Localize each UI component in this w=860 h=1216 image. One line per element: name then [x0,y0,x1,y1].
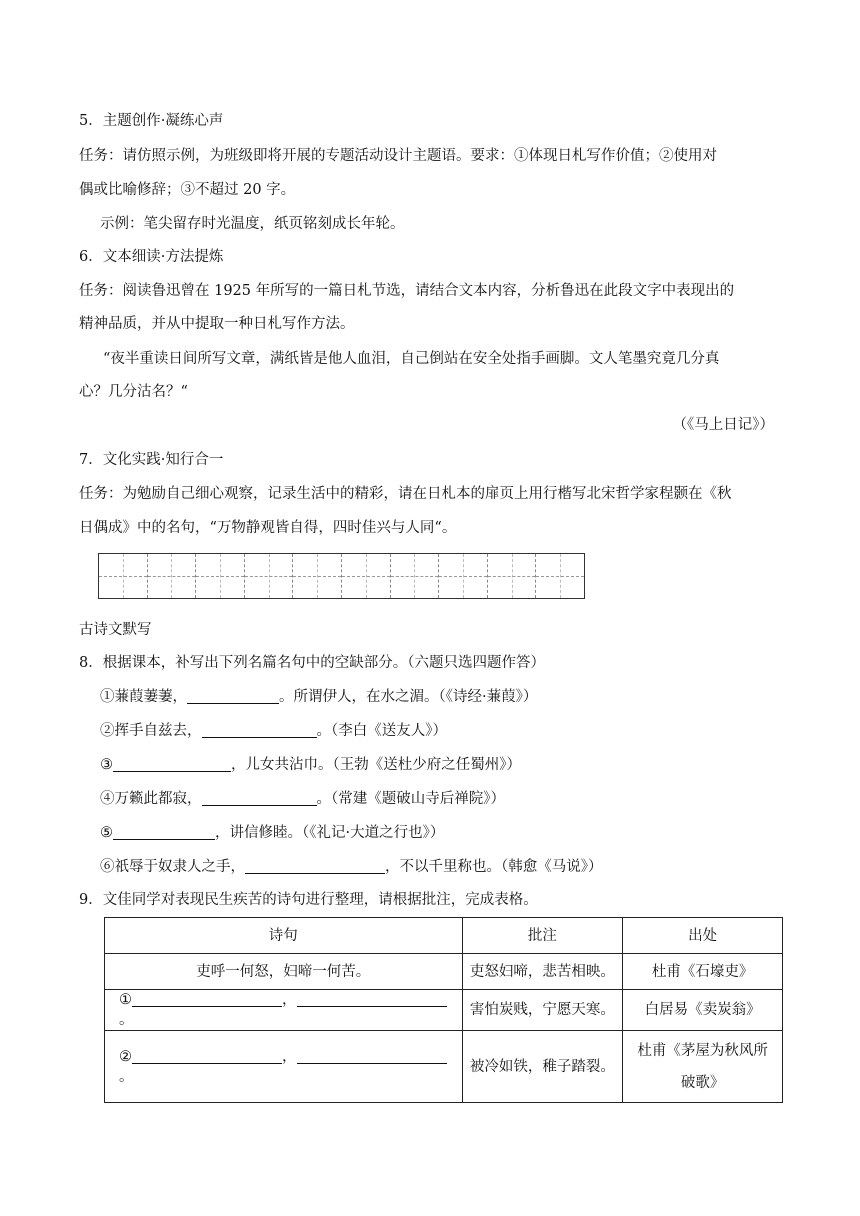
q8-item-4 [100,789,505,809]
row3-blank-1[interactable] [132,1048,282,1064]
row2-mark: ① [119,992,132,1008]
grid-cell[interactable] [99,554,148,598]
q7-task-line1: 任务：为勉励自己细心观察，记录生活中的精彩，请在日札本的扉页上用行楷写北宋哲学家程颢在《秋 [79,486,732,502]
q8-item-3-blank[interactable] [113,756,231,772]
grid-cell[interactable] [342,554,391,598]
row3-separator: ， [282,1048,297,1065]
q8-item-2 [100,721,447,741]
q5-task-line1: 任务：请仿照示例，为班级即将开展的专题活动设计主题语。要求：①体现日札写作价值；②使用对 [79,148,717,164]
row2-note: 害怕炭贱，宁愿天寒。 [462,990,623,1031]
row2-blank-1[interactable] [132,991,282,1007]
q8-item-6 [100,857,603,877]
q5-heading: 5．主题创作·凝练心声 [79,113,224,129]
row3-note: 被冷如铁，稚子踏裂。 [462,1031,623,1103]
row1-poem: 吏呼一何怒，妇啼一何苦。 [105,954,463,990]
table-header-note: 批注 [462,918,623,954]
q6-task-line2: 精神品质，并从中提取一种日札写作方法。 [79,316,355,332]
table-header-row [105,918,783,954]
grid-cell[interactable] [488,554,537,598]
q6-quote-line1: “夜半重读日间所写文章，满纸皆是他人血泪，自己倒站在安全处指手画脚。文人笔墨究竟几分真 [103,351,720,367]
row3-blank-2[interactable] [297,1048,447,1064]
q5-task-line2: 偶或比喻修辞；③不超过 20 字。 [79,182,296,198]
q8-item-4-blank[interactable] [202,790,317,806]
row1-note: 吏怒妇啼，悲苦相映。 [462,954,623,990]
grid-cell[interactable] [293,554,342,598]
row3-mark: ② [119,1048,132,1065]
q8-item-4-pre: ④万籁此都寂， [100,791,202,807]
q8-item-1 [100,687,537,707]
table-header-source: 出处 [623,918,783,954]
q8-item-5-blank[interactable] [113,824,215,840]
q7-heading: 7．文化实践·知行合一 [79,452,224,468]
grid-cell[interactable] [148,554,197,598]
q8-item-6-post: ，不以千里称也。（韩愈《马说》） [385,859,603,875]
q7-task-line2: 日偶成》中的名句，“万物静观皆自得，四时佳兴与人同“。 [79,520,457,536]
row2-end: 。 [119,1012,134,1028]
q8-item-3 [100,755,521,775]
table-row [105,990,783,1031]
row1-source: 杜甫《石壕吏》 [623,954,783,990]
q8-item-6-blank[interactable] [245,858,385,874]
q8-item-5 [100,823,444,843]
q5-example: 示例：笔尖留存时光温度，纸页铭刻成长年轮。 [100,216,405,232]
q8-item-2-blank[interactable] [202,722,317,738]
q6-source: （《马上日记》） [672,417,774,433]
poem-table [104,917,783,1103]
q8-item-5-post: ，讲信修睦。（《礼记·大道之行也》） [215,825,445,841]
q8-item-5-pre: ⑤ [100,825,113,841]
q6-task-line1: 任务：阅读鲁迅曾在 1925 年所写的一篇日札节选，请结合文本内容，分析鲁迅在此段文字中表现出的 [79,283,735,299]
row3-source: 杜甫《茅屋为秋风所破歌》 [623,1031,783,1103]
table-row [105,1031,783,1103]
row3-end: 。 [119,1068,134,1085]
section-title: 古诗文默写 [79,622,152,638]
row2-separator: ， [282,992,297,1008]
row2-poem-blanks [105,990,463,1031]
grid-cell[interactable] [196,554,245,598]
table-row [105,954,783,990]
q8-item-1-blank[interactable] [187,688,279,704]
q8-item-1-pre: ①蒹葭萋萋， [100,689,187,705]
q8-item-3-pre: ③ [100,757,113,773]
row3-poem-blanks [105,1031,463,1103]
row2-source: 白居易《卖炭翁》 [623,990,783,1031]
q8-item-2-pre: ②挥手自兹去， [100,723,202,739]
q8-heading: 8．根据课本，补写出下列名篇名句中的空缺部分。（六题只选四题作答） [79,655,545,671]
grid-cell[interactable] [536,554,584,598]
q8-item-6-pre: ⑥祇辱于奴隶人之手， [100,859,245,875]
q6-heading: 6．文本细读·方法提炼 [79,249,224,265]
grid-cell[interactable] [245,554,294,598]
row2-blank-2[interactable] [297,991,447,1007]
q6-quote-line2: 心？几分沽名？“ [79,384,188,400]
grid-cell[interactable] [391,554,440,598]
writing-grid[interactable] [98,553,585,599]
q9-heading: 9．文佳同学对表现民生疾苦的诗句进行整理，请根据批注，完成表格。 [79,892,538,908]
q8-item-1-post: 。所谓伊人，在水之湄。（《诗经·蒹葭》） [279,689,538,705]
table-header-poem: 诗句 [105,918,463,954]
q8-item-4-post: 。（常建《题破山寺后禅院》） [316,791,505,807]
q8-item-3-post: ，儿女共沾巾。（王勃《送杜少府之任蜀州》） [231,757,521,773]
grid-cell[interactable] [439,554,488,598]
q8-item-2-post: 。（李白《送友人》） [316,723,447,739]
